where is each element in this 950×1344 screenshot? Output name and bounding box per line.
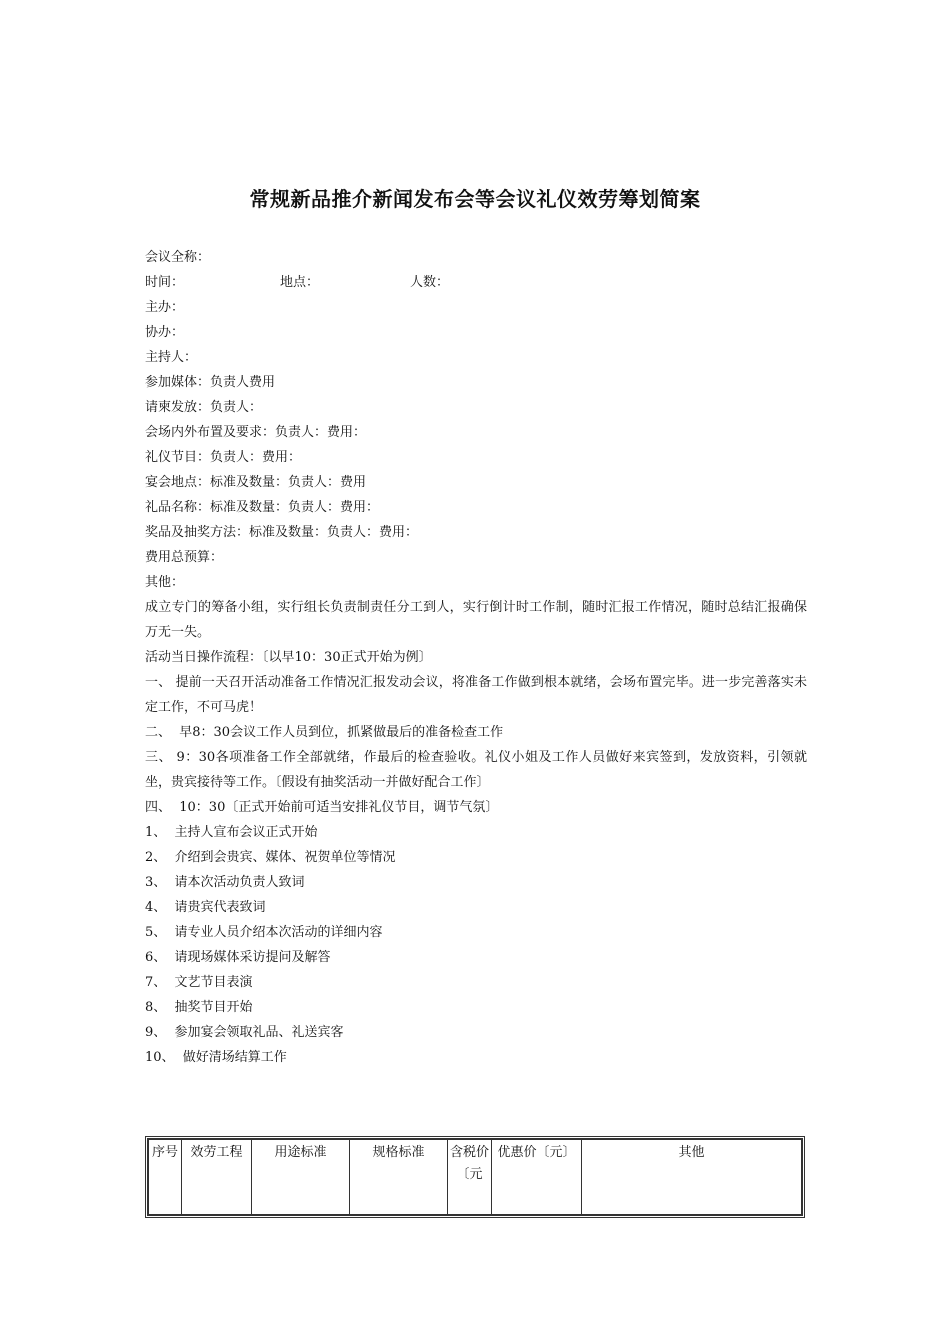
field-place: 地点： bbox=[280, 275, 320, 290]
field-prize: 奖品及抽奖方法：标准及数量：负责人：费用： bbox=[145, 525, 419, 540]
table-header-row bbox=[149, 1140, 802, 1215]
paragraph-step-one: 一、 提前一天召开活动准备工作情况汇报发动会议，将准备工作做到根本就绪，会场布置完毕。进一步完善落实未定工作，不可马虎！ bbox=[145, 675, 807, 715]
field-venue: 会场内外布置及要求：负责人：费用： bbox=[145, 425, 367, 440]
list-item: 10、 做好清场结算工作 bbox=[145, 1050, 287, 1065]
paragraph-team: 成立专门的筹备小组，实行组长负责制责任分工到人，实行倒计时工作制，随时汇报工作情况，随时总结汇报确保万无一失。 bbox=[145, 600, 807, 640]
service-table bbox=[145, 1136, 805, 1218]
list-item: 6、 请现场媒体采访提问及解答 bbox=[145, 950, 331, 965]
field-host: 主办： bbox=[145, 300, 185, 315]
list-item: 4、 请贵宾代表致词 bbox=[145, 900, 266, 915]
field-program: 礼仪节目：负责人：费用： bbox=[145, 450, 302, 465]
header-tax-price: 含税价〔元 bbox=[448, 1140, 492, 1215]
field-other: 其他： bbox=[145, 575, 185, 590]
list-item: 9、 参加宴会领取礼品、礼送宾客 bbox=[145, 1025, 344, 1040]
list-item: 5、 请专业人员介绍本次活动的详细内容 bbox=[145, 925, 383, 940]
list-item: 2、 介绍到会贵宾、媒体、祝贺单位等情况 bbox=[145, 850, 396, 865]
field-time: 时间： bbox=[145, 275, 185, 290]
field-moderator: 主持人： bbox=[145, 350, 198, 365]
header-service: 效劳工程 bbox=[182, 1140, 252, 1215]
document-title: 常规新品推介新闻发布会等会议礼仪效劳筹划简案 bbox=[249, 187, 701, 211]
field-budget: 费用总预算： bbox=[145, 550, 224, 565]
field-cohost: 协办： bbox=[145, 325, 185, 340]
paragraph-flow-heading: 活动当日操作流程：〔以早10：30正式开始为例〕 bbox=[145, 650, 432, 665]
service-table-grid bbox=[148, 1139, 802, 1215]
paragraph-step-three: 三、 9：30各项准备工作全部就绪，作最后的检查验收。礼仪小姐及工作人员做好来宾签到，发放资料，引领就坐，贵宾接待等工作。〔假设有抽奖活动一并做好配合工作〕 bbox=[145, 750, 807, 790]
field-banquet: 宴会地点：标准及数量：负责人：费用 bbox=[145, 475, 367, 490]
list-item: 7、 文艺节目表演 bbox=[145, 975, 253, 990]
field-count: 人数： bbox=[410, 275, 450, 290]
header-spec: 规格标准 bbox=[350, 1140, 448, 1215]
time-place-count-row bbox=[145, 270, 807, 295]
header-usage: 用途标准 bbox=[252, 1140, 350, 1215]
paragraph-step-four: 四、 10：30〔正式开始前可适当安排礼仪节目，调节气氛〕 bbox=[145, 800, 499, 815]
document-body bbox=[145, 245, 807, 1070]
list-item: 3、 请本次活动负责人致词 bbox=[145, 875, 305, 890]
field-media: 参加媒体：负责人费用 bbox=[145, 375, 276, 390]
header-other: 其他 bbox=[582, 1140, 802, 1215]
header-discount-price: 优惠价〔元〕 bbox=[492, 1140, 582, 1215]
paragraph-step-two: 二、 早8：30会议工作人员到位，抓紧做最后的准备检查工作 bbox=[145, 725, 504, 740]
field-invitation: 请柬发放：负责人： bbox=[145, 400, 263, 415]
field-meeting-name: 会议全称： bbox=[145, 250, 211, 265]
list-item: 1、 主持人宣布会议正式开始 bbox=[145, 825, 318, 840]
list-item: 8、 抽奖节目开始 bbox=[145, 1000, 253, 1015]
header-index: 序号 bbox=[149, 1140, 182, 1215]
field-gift: 礼品名称：标准及数量：负责人：费用： bbox=[145, 500, 380, 515]
